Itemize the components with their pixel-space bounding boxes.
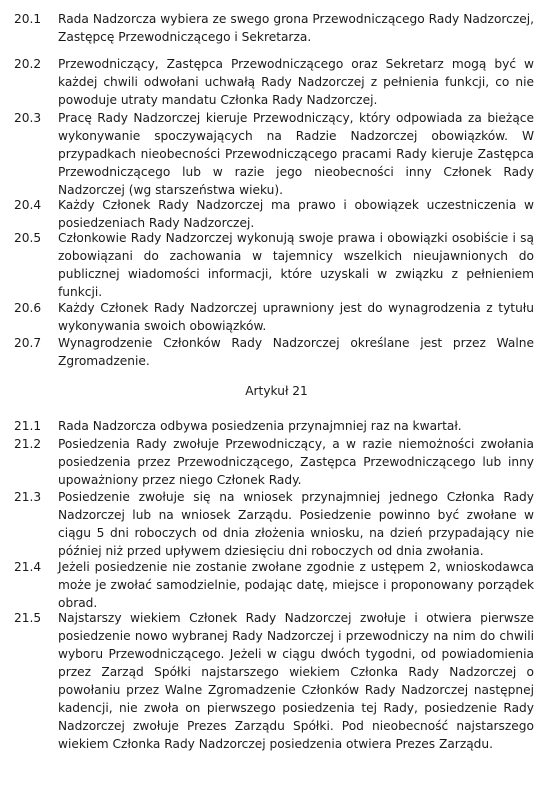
paragraph-text: Wynagrodzenie Członków Rady Nadzorczej określane jest przez Walne Zgromadzenie. [58, 336, 534, 368]
paragraph-21-2 [14, 435, 534, 489]
paragraph-number: 20.4 [14, 198, 42, 212]
paragraph-number: 21.1 [14, 419, 42, 433]
paragraph-20-6 [14, 299, 534, 335]
paragraph-number: 20.2 [14, 57, 42, 71]
paragraph-20-3 [14, 109, 534, 199]
paragraph-text: Jeżeli posiedzenie nie zostanie zwołane zgodnie z ustępem 2, wnioskodawca może je zwołać samodzielnie, podając datę, miejsce i proponowany porządek obrad. [58, 560, 534, 610]
article-heading: Artykuł 21 [245, 384, 308, 398]
paragraph-text: Każdy Członek Rady Nadzorczej ma prawo i obowiązek uczestniczenia w posiedzeniach Rady Nadzorczej. [58, 198, 534, 230]
paragraph-20-7 [14, 334, 534, 370]
paragraph-21-4 [14, 558, 534, 612]
paragraph-20-5 [14, 229, 534, 301]
paragraph-text: Członkowie Rady Nadzorczej wykonują swoje prawa i obowiązki osobiście i są zobowiązani do zachowania w tajemnicy wszelkich nieujawnionych do publicznej wiadomości informacji, które uzyskali w związku z pełnieniem funkcji. [58, 231, 534, 299]
paragraph-text: Przewodniczący, Zastępca Przewodniczącego oraz Sekretarz mogą być w każdej chwili odwołani uchwałą Rady Nadzorczej z pełnienia funkcji, co nie powoduje utraty mandatu Członka Rady Nadzorczej. [58, 57, 534, 107]
paragraph-21-3 [14, 488, 534, 560]
paragraph-text: Najstarszy wiekiem Członek Rady Nadzorczej zwołuje i otwiera pierwsze posiedzenie nowo wybranej Rady Nadzorczej i przewodniczy na nim do chwili wyboru Przewodniczącego. Jeżeli w ciągu dwóch tygodni, od powiadomienia przez Zarząd Spółki najstarszego wiekiem Członka Rady Nadzorczej o powołaniu przez Walne Zgromadzenie Członków Rady Nadzorczej następnej kadencji, nie zwoła on pierwszego posiedzenia tej Rady, posiedzenie Rady Nadzorczej zwołuje Prezes Zarządu Spółki. Pod nieobecność najstarszego wiekiem Członka Rady Nadzorczej posiedzenia otwiera Prezes Zarządu. [58, 611, 534, 751]
paragraph-text: Pracę Rady Nadzorczej kieruje Przewodniczący, który odpowiada za bieżące wykonywanie spoczywających na Radzie Nadzorczej obowiązków. W przypadkach nieobecności Przewodniczącego pracami Rady kieruje Zastępca Przewodniczącego lub w razie jego nieobecności inny Członek Rady Nadzorczej (wg starszeństwa wieku). [58, 111, 534, 197]
paragraph-number: 20.3 [14, 111, 42, 125]
paragraph-20-1 [14, 10, 534, 46]
paragraph-text: Każdy Członek Rady Nadzorczej uprawniony jest do wynagrodzenia z tytułu wykonywania swoich obowiązków. [58, 301, 534, 333]
paragraph-number: 20.5 [14, 231, 42, 245]
paragraph-20-4 [14, 196, 534, 232]
paragraph-number: 20.1 [14, 12, 42, 26]
paragraph-number: 21.4 [14, 560, 42, 574]
paragraph-text: Rada Nadzorcza wybiera ze swego grona Przewodniczącego Rady Nadzorczej, Zastępcę Przewodniczącego i Sekretarza. [58, 12, 534, 44]
paragraph-text: Rada Nadzorcza odbywa posiedzenia przynajmniej raz na kwartał. [58, 419, 462, 433]
paragraph-text: Posiedzenia Rady zwołuje Przewodniczący, a w razie niemożności zwołania posiedzenia przez Przewodniczącego, Zastępca Przewodniczącego lub inny upoważniony przez niego Członek Rady. [58, 437, 534, 487]
paragraph-number: 21.3 [14, 490, 42, 504]
paragraph-number: 21.5 [14, 611, 42, 625]
paragraph-number: 20.7 [14, 336, 42, 350]
paragraph-20-2 [14, 55, 534, 109]
paragraph-21-1 [14, 417, 534, 435]
paragraph-number: 20.6 [14, 301, 42, 315]
paragraph-21-5 [14, 609, 534, 753]
paragraph-number: 21.2 [14, 437, 42, 451]
paragraph-text: Posiedzenie zwołuje się na wniosek przynajmniej jednego Członka Rady Nadzorczej lub na wniosek Zarządu. Posiedzenie powinno być zwołane w ciągu 5 dni roboczych od dnia złożenia wniosku, na dzień przypadający nie później niż przed upływem dziesięciu dni roboczych od dnia zwołania. [58, 490, 534, 558]
